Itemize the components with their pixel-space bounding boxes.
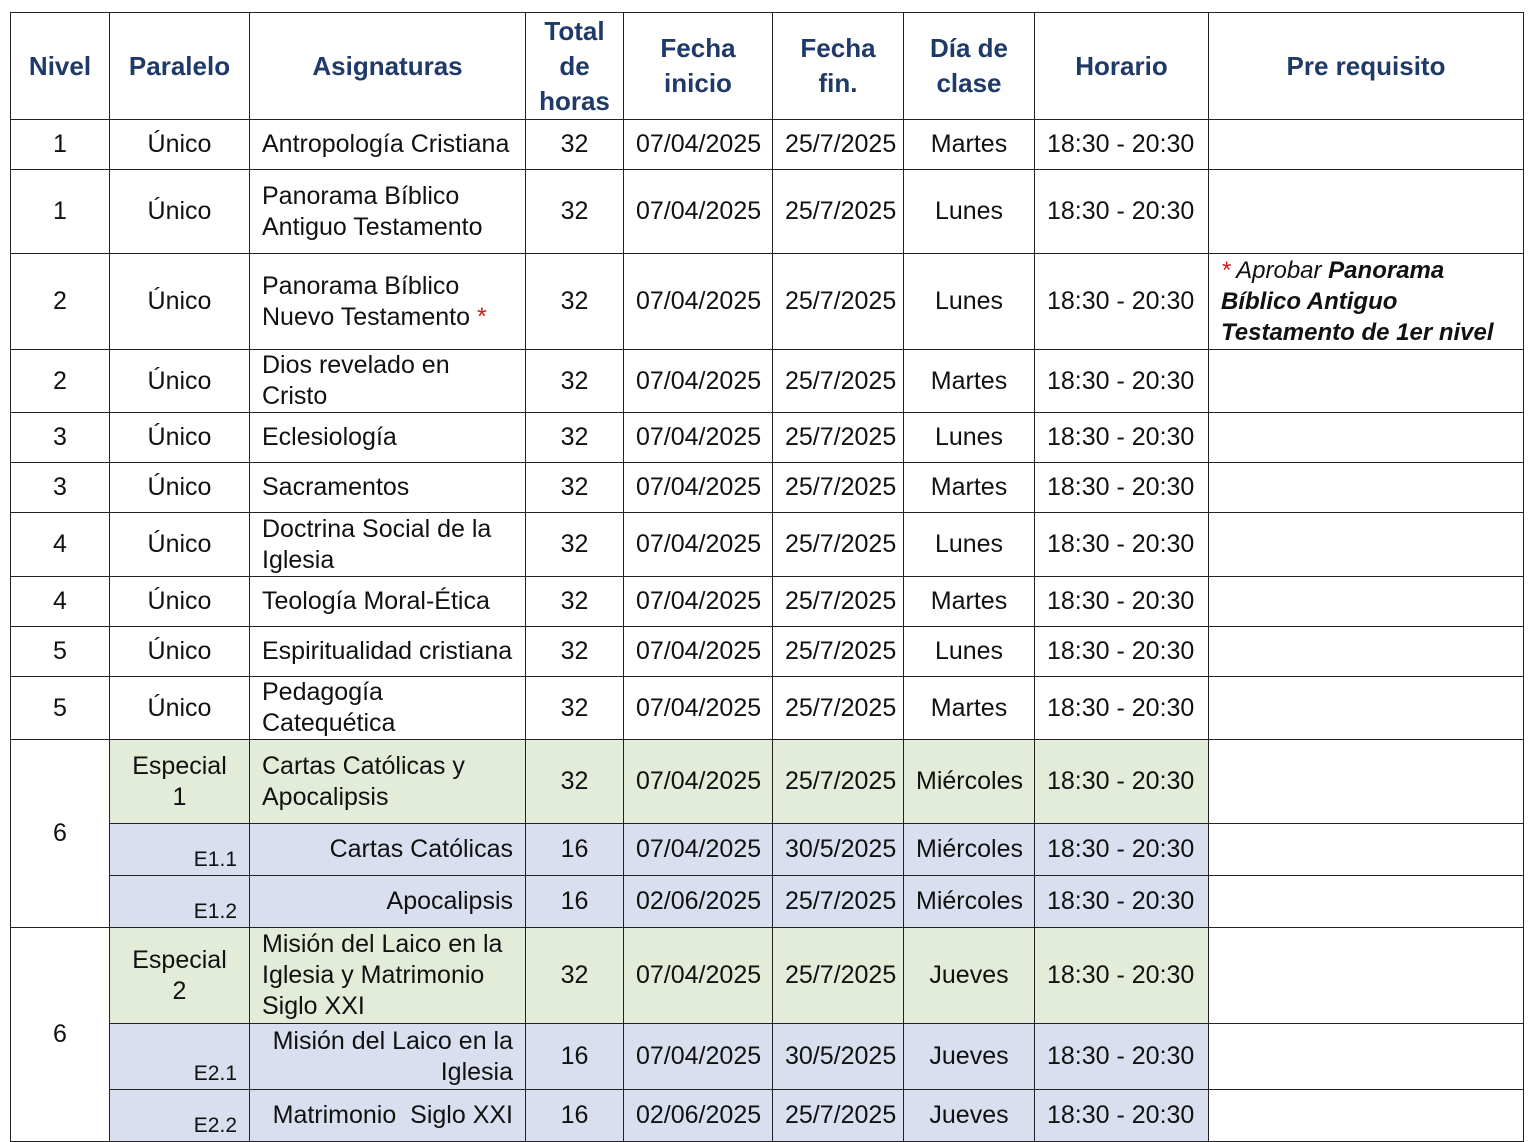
cell-horario: 18:30 - 20:30 [1035, 463, 1209, 513]
cell-prereq [1209, 513, 1524, 577]
cell-asignatura: Misión del Laico en la Iglesia y Matrimonio Siglo XXI [250, 928, 526, 1024]
cell-paralelo: Único [110, 170, 250, 254]
cell-horario: 18:30 - 20:30 [1035, 1090, 1209, 1142]
header-dia-clase: Día de clase [904, 13, 1035, 120]
cell-prereq [1209, 876, 1524, 928]
header-nivel: Nivel [11, 13, 110, 120]
cell-inicio: 07/04/2025 [624, 824, 773, 876]
cell-horario: 18:30 - 20:30 [1035, 513, 1209, 577]
cell-prereq [1209, 413, 1524, 463]
cell-fin: 25/7/2025 [773, 928, 904, 1024]
cell-fin: 25/7/2025 [773, 677, 904, 740]
cell-horas: 16 [526, 876, 624, 928]
table-row [11, 350, 1524, 413]
prereq-asterisk: * [1221, 257, 1231, 284]
cell-dia: Lunes [904, 254, 1035, 350]
header-pre-requisito: Pre requisito [1209, 13, 1524, 120]
cell-dia: Lunes [904, 413, 1035, 463]
cell-paralelo: Especial 2 [110, 928, 250, 1024]
cell-horario: 18:30 - 20:30 [1035, 627, 1209, 677]
cell-paralelo: Único [110, 627, 250, 677]
schedule-table [10, 12, 1524, 1142]
cell-horario: 18:30 - 20:30 [1035, 577, 1209, 627]
cell-horario: 18:30 - 20:30 [1035, 120, 1209, 170]
cell-prereq [1209, 254, 1524, 350]
header-paralelo: Paralelo [110, 13, 250, 120]
cell-fin: 25/7/2025 [773, 627, 904, 677]
cell-horas: 16 [526, 824, 624, 876]
cell-inicio: 07/04/2025 [624, 170, 773, 254]
special-sub-row [11, 824, 1524, 876]
cell-subcode: E2.2 [110, 1090, 250, 1142]
cell-fin: 25/7/2025 [773, 254, 904, 350]
cell-fin: 25/7/2025 [773, 120, 904, 170]
cell-fin: 25/7/2025 [773, 1090, 904, 1142]
cell-paralelo: Especial 1 [110, 740, 250, 824]
cell-nivel: 5 [11, 627, 110, 677]
cell-nivel: 6 [11, 928, 110, 1142]
cell-paralelo: Único [110, 577, 250, 627]
cell-asignatura: Cartas Católicas [250, 824, 526, 876]
cell-fin: 30/5/2025 [773, 1024, 904, 1090]
prereq-lead: Aprobar [1230, 257, 1329, 284]
cell-dia: Martes [904, 677, 1035, 740]
cell-horario: 18:30 - 20:30 [1035, 170, 1209, 254]
cell-inicio: 07/04/2025 [624, 120, 773, 170]
cell-paralelo: Único [110, 513, 250, 577]
cell-inicio: 07/04/2025 [624, 928, 773, 1024]
table-row [11, 627, 1524, 677]
cell-dia: Lunes [904, 170, 1035, 254]
cell-inicio: 07/04/2025 [624, 740, 773, 824]
cell-dia: Martes [904, 577, 1035, 627]
cell-horas: 32 [526, 463, 624, 513]
cell-fin: 25/7/2025 [773, 413, 904, 463]
prereq-course: Panorama Bíblico Antiguo Testamento de 1er nivel [1221, 257, 1494, 346]
cell-prereq [1209, 1090, 1524, 1142]
cell-nivel: 6 [11, 740, 110, 928]
cell-dia: Martes [904, 350, 1035, 413]
asignatura-text: Panorama Bíblico Nuevo Testamento [262, 271, 470, 331]
cell-horas: 32 [526, 413, 624, 463]
cell-paralelo: Único [110, 413, 250, 463]
cell-prereq [1209, 677, 1524, 740]
cell-fin: 25/7/2025 [773, 577, 904, 627]
cell-prereq [1209, 170, 1524, 254]
special-row [11, 740, 1524, 824]
cell-horas: 32 [526, 120, 624, 170]
required-asterisk: * [476, 302, 487, 331]
cell-horas: 16 [526, 1024, 624, 1090]
cell-asignatura: Apocalipsis [250, 876, 526, 928]
cell-horas: 32 [526, 350, 624, 413]
cell-paralelo: Único [110, 677, 250, 740]
cell-nivel: 3 [11, 413, 110, 463]
cell-fin: 25/7/2025 [773, 740, 904, 824]
table-row [11, 513, 1524, 577]
header-horario: Horario [1035, 13, 1209, 120]
table-row [11, 120, 1524, 170]
cell-asignatura: Sacramentos [250, 463, 526, 513]
cell-asignatura [250, 254, 526, 350]
cell-horas: 32 [526, 677, 624, 740]
cell-nivel: 1 [11, 120, 110, 170]
cell-asignatura: Eclesiología [250, 413, 526, 463]
cell-fin: 30/5/2025 [773, 824, 904, 876]
header-asignaturas: Asignaturas [250, 13, 526, 120]
cell-prereq [1209, 1024, 1524, 1090]
cell-fin: 25/7/2025 [773, 876, 904, 928]
cell-horas: 32 [526, 740, 624, 824]
special-sub-row [11, 1090, 1524, 1142]
cell-prereq [1209, 824, 1524, 876]
cell-horario: 18:30 - 20:30 [1035, 876, 1209, 928]
special-sub-row [11, 1024, 1524, 1090]
cell-horas: 32 [526, 254, 624, 350]
cell-inicio: 07/04/2025 [624, 577, 773, 627]
cell-horas: 16 [526, 1090, 624, 1142]
cell-inicio: 07/04/2025 [624, 463, 773, 513]
cell-dia: Miércoles [904, 876, 1035, 928]
cell-horario: 18:30 - 20:30 [1035, 677, 1209, 740]
cell-subcode: E2.1 [110, 1024, 250, 1090]
table-row [11, 677, 1524, 740]
special-sub-row [11, 876, 1524, 928]
cell-horas: 32 [526, 627, 624, 677]
header-fecha-fin: Fecha fin. [773, 13, 904, 120]
cell-nivel: 5 [11, 677, 110, 740]
cell-asignatura: Doctrina Social de la Iglesia [250, 513, 526, 577]
cell-nivel: 4 [11, 577, 110, 627]
cell-horario: 18:30 - 20:30 [1035, 413, 1209, 463]
cell-horario: 18:30 - 20:30 [1035, 928, 1209, 1024]
cell-asignatura: Misión del Laico en la Iglesia [250, 1024, 526, 1090]
table-row [11, 577, 1524, 627]
cell-prereq [1209, 740, 1524, 824]
cell-inicio: 07/04/2025 [624, 677, 773, 740]
cell-horario: 18:30 - 20:30 [1035, 740, 1209, 824]
cell-horario: 18:30 - 20:30 [1035, 254, 1209, 350]
cell-horario: 18:30 - 20:30 [1035, 350, 1209, 413]
cell-prereq [1209, 928, 1524, 1024]
cell-dia: Martes [904, 463, 1035, 513]
cell-fin: 25/7/2025 [773, 463, 904, 513]
header-total-horas: Total de horas [526, 13, 624, 120]
cell-dia: Miércoles [904, 824, 1035, 876]
cell-inicio: 07/04/2025 [624, 254, 773, 350]
table-row [11, 170, 1524, 254]
table-row [11, 413, 1524, 463]
header-fecha-inicio: Fecha inicio [624, 13, 773, 120]
cell-paralelo: Único [110, 120, 250, 170]
table-row [11, 463, 1524, 513]
cell-paralelo: Único [110, 254, 250, 350]
special-row [11, 928, 1524, 1024]
cell-dia: Martes [904, 120, 1035, 170]
cell-subcode: E1.2 [110, 876, 250, 928]
cell-nivel: 3 [11, 463, 110, 513]
cell-dia: Jueves [904, 1024, 1035, 1090]
cell-asignatura: Matrimonio Siglo XXI [250, 1090, 526, 1142]
cell-asignatura: Pedagogía Catequética [250, 677, 526, 740]
cell-dia: Jueves [904, 1090, 1035, 1142]
cell-prereq [1209, 350, 1524, 413]
cell-fin: 25/7/2025 [773, 513, 904, 577]
cell-fin: 25/7/2025 [773, 170, 904, 254]
cell-inicio: 07/04/2025 [624, 513, 773, 577]
cell-inicio: 02/06/2025 [624, 1090, 773, 1142]
cell-asignatura: Panorama Bíblico Antiguo Testamento [250, 170, 526, 254]
cell-dia: Miércoles [904, 740, 1035, 824]
cell-fin: 25/7/2025 [773, 350, 904, 413]
cell-nivel: 1 [11, 170, 110, 254]
cell-inicio: 07/04/2025 [624, 350, 773, 413]
cell-horas: 32 [526, 577, 624, 627]
cell-dia: Lunes [904, 513, 1035, 577]
cell-subcode: E1.1 [110, 824, 250, 876]
cell-inicio: 02/06/2025 [624, 876, 773, 928]
cell-prereq [1209, 627, 1524, 677]
cell-paralelo: Único [110, 463, 250, 513]
cell-inicio: 07/04/2025 [624, 627, 773, 677]
header-row [11, 13, 1524, 120]
cell-inicio: 07/04/2025 [624, 1024, 773, 1090]
cell-asignatura: Teología Moral-Ética [250, 577, 526, 627]
cell-paralelo: Único [110, 350, 250, 413]
cell-dia: Lunes [904, 627, 1035, 677]
cell-nivel: 2 [11, 350, 110, 413]
cell-prereq [1209, 120, 1524, 170]
cell-horas: 32 [526, 170, 624, 254]
cell-horas: 32 [526, 513, 624, 577]
cell-nivel: 4 [11, 513, 110, 577]
cell-asignatura: Dios revelado en Cristo [250, 350, 526, 413]
cell-inicio: 07/04/2025 [624, 413, 773, 463]
cell-horario: 18:30 - 20:30 [1035, 824, 1209, 876]
cell-nivel: 2 [11, 254, 110, 350]
table-row [11, 254, 1524, 350]
cell-dia: Jueves [904, 928, 1035, 1024]
cell-prereq [1209, 577, 1524, 627]
cell-asignatura: Espiritualidad cristiana [250, 627, 526, 677]
cell-asignatura: Antropología Cristiana [250, 120, 526, 170]
cell-asignatura: Cartas Católicas y Apocalipsis [250, 740, 526, 824]
cell-prereq [1209, 463, 1524, 513]
cell-horario: 18:30 - 20:30 [1035, 1024, 1209, 1090]
cell-horas: 32 [526, 928, 624, 1024]
